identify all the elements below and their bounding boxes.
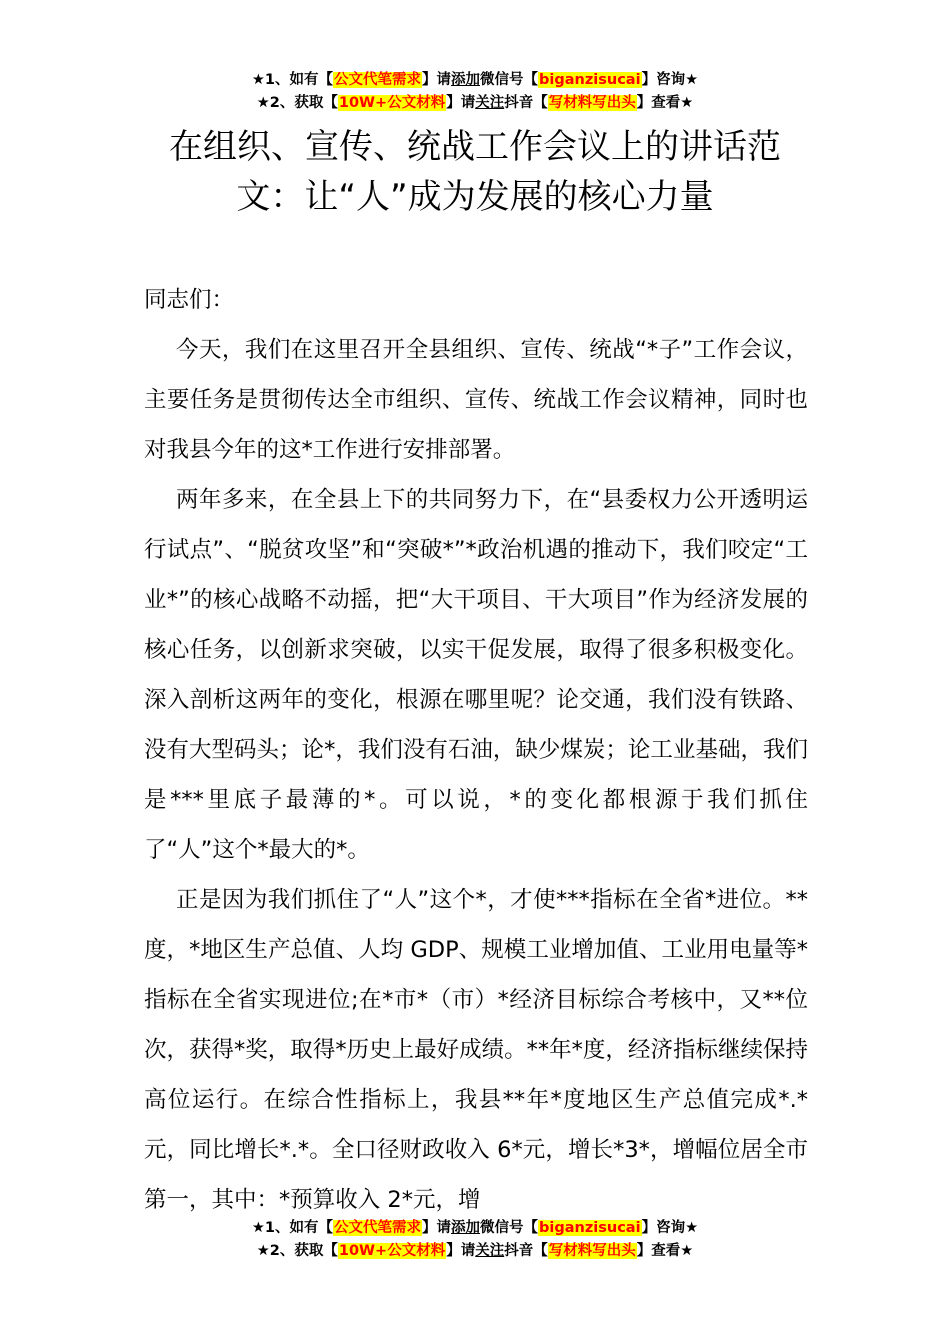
- highlight-wechat-id: biganzisucai: [539, 1220, 641, 1236]
- banner-emphasis: 关注: [475, 95, 505, 111]
- banner-text: 】请: [422, 1220, 452, 1236]
- banner-text: 】请: [446, 95, 476, 111]
- highlight-wechat-id: biganzisucai: [539, 72, 641, 88]
- highlight-service: 公文代笔需求: [334, 72, 422, 88]
- highlight-douyin: 写材料写出头: [548, 95, 636, 111]
- footer-banner: [0, 1217, 950, 1263]
- banner-text: ★1、如有【: [251, 72, 334, 88]
- banner-text: 微信号【: [480, 72, 539, 88]
- banner-emphasis: 添加: [451, 1220, 481, 1236]
- banner-emphasis: 添加: [451, 72, 481, 88]
- banner-text: 】请: [422, 72, 452, 88]
- title-line-2: 文：让“人”成为发展的核心力量: [236, 177, 714, 217]
- banner-line-1: [0, 1217, 950, 1240]
- banner-text: ★2、获取【: [256, 95, 338, 111]
- banner-text: 】查看★: [636, 1243, 694, 1259]
- banner-emphasis: 关注: [475, 1243, 505, 1259]
- banner-line-2: [0, 1240, 950, 1263]
- highlight-service: 公文代笔需求: [334, 1220, 422, 1236]
- banner-text: 抖音【: [504, 95, 548, 111]
- banner-text: 】查看★: [636, 95, 694, 111]
- highlight-materials: 10W+公文材料: [338, 95, 446, 111]
- document-title: [100, 122, 850, 222]
- banner-text: 】咨询★: [641, 72, 699, 88]
- paragraph-1: 今天，我们在这里召开全县组织、宣传、统战“*子”工作会议，主要任务是贯彻传达全市组织、宣传、统战工作会议精神，同时也对我县今年的这*工作进行安排部署。: [144, 337, 808, 463]
- paragraph-3: 正是因为我们抓住了“人”这个*，才使***指标在全省*进位。**度，*地区生产总值、人均 GDP、规模工业增加值、工业用电量等*指标在全省实现进位;在*市*（市）*经济目标综合考核中，又**位次，获得*奖，取得*历史上最好成绩。**年*度，经济指标继续保持高位运行。在综合性指标上，我县**年*度地区生产总值完成*.*元，同比增长*.*。全口径财政收入 6*元，增长*3*，增幅位居全市第一，其中：*预算收入 2*元，增: [144, 887, 808, 1213]
- banner-text: ★1、如有【: [251, 1220, 334, 1236]
- document-body: [144, 275, 808, 1225]
- banner-text: 】咨询★: [641, 1220, 699, 1236]
- banner-text: ★2、获取【: [256, 1243, 338, 1259]
- banner-line-2: [0, 92, 950, 115]
- banner-text: 】请: [446, 1243, 476, 1259]
- paragraph-2: 两年多来，在全县上下的共同努力下，在“县委权力公开透明运行试点”、“脱贫攻坚”和“突破*”*政治机遇的推动下，我们咬定“工业*”的核心战略不动摇，把“大干项目、干大项目”作为经济发展的核心任务，以创新求突破，以实干促发展，取得了很多积极变化。深入剖析这两年的变化，根源在哪里呢？论交通，我们没有铁路、没有大型码头；论*，我们没有石油，缺少煤炭；论工业基础，我们是***里底子最薄的*。可以说，*的变化都根源于我们抓住了“人”这个*最大的*。: [144, 487, 808, 863]
- banner-text: 微信号【: [480, 1220, 539, 1236]
- banner-line-1: [0, 69, 950, 92]
- banner-text: 抖音【: [504, 1243, 548, 1259]
- highlight-douyin: 写材料写出头: [548, 1243, 636, 1259]
- header-banner: [0, 69, 950, 115]
- title-line-1: 在组织、宣传、统战工作会议上的讲话范: [169, 127, 781, 167]
- salutation: 同志们：: [144, 287, 235, 313]
- highlight-materials: 10W+公文材料: [338, 1243, 446, 1259]
